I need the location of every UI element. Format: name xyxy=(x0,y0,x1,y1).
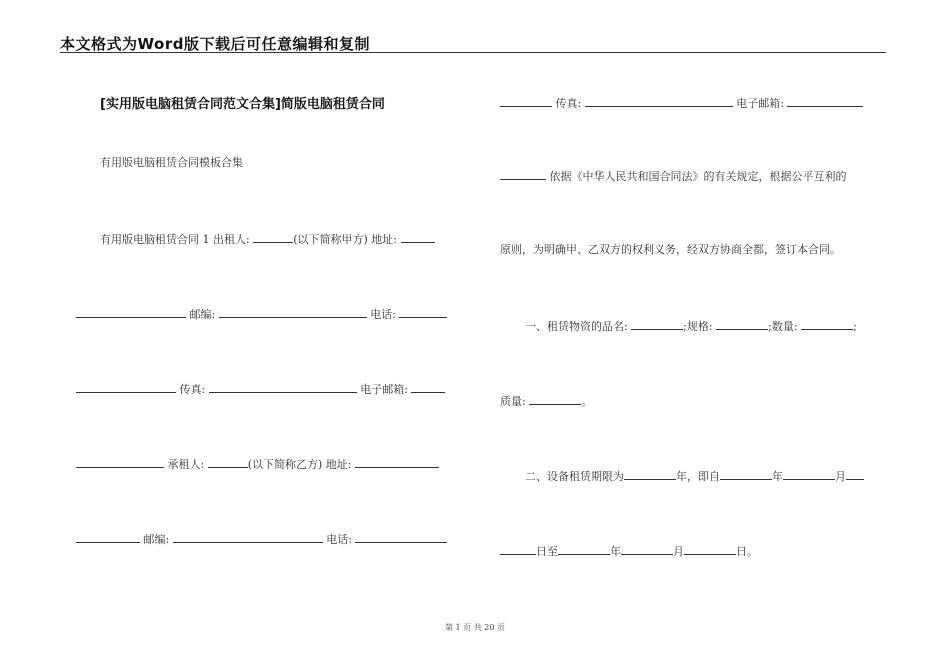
legal-basis-text: 依据《中华人民共和国合同法》的有关规定，根据公平互利的 xyxy=(549,170,847,183)
fax-label: 传真: xyxy=(179,383,206,396)
subtitle: 有用版电脑租赁合同模板合集 xyxy=(100,156,243,169)
blank xyxy=(76,381,176,393)
postcode-blank xyxy=(173,531,323,543)
header-rule xyxy=(60,52,886,53)
postcode-blank xyxy=(219,306,367,318)
lessee-label: 承租人: xyxy=(167,458,205,471)
semicolon: ; xyxy=(853,320,857,333)
lessee-line xyxy=(76,456,439,472)
phone-label: 电话: xyxy=(370,308,396,321)
blank xyxy=(76,456,164,468)
party-b-abbrev: (以下简称乙方) 地址: xyxy=(247,458,352,471)
start-day-blank xyxy=(846,468,864,480)
blank xyxy=(76,306,186,318)
end-day-blank xyxy=(684,543,736,555)
quality-line xyxy=(500,393,592,409)
day-end-label: 日。 xyxy=(736,545,758,558)
spec-blank xyxy=(716,318,768,330)
lessee-blank xyxy=(208,456,248,468)
lessee-contact-line xyxy=(76,531,447,547)
email-label: 电子邮箱: xyxy=(360,383,408,396)
document-title: [实用版电脑租赁合同范文合集]简版电脑租赁合同 xyxy=(100,97,385,112)
postcode-label: 邮编: xyxy=(143,533,170,546)
quantity-label: ;数量: xyxy=(768,320,798,333)
to-label: 日至 xyxy=(536,545,558,558)
email-label: 电子邮箱: xyxy=(736,97,784,110)
lessee-address-blank xyxy=(355,456,439,468)
quality-blank xyxy=(529,393,581,405)
email-blank xyxy=(411,381,445,393)
lessor-blank xyxy=(253,231,293,243)
legal-basis-line xyxy=(500,168,847,184)
lease-term-line xyxy=(525,468,864,484)
term-label: 二、设备租赁期限为 xyxy=(525,470,624,483)
month-label: 月 xyxy=(673,545,684,558)
lessor-contact-line xyxy=(76,306,447,322)
start-year-blank xyxy=(720,468,772,480)
fax-blank xyxy=(209,381,357,393)
lessor-fax-line xyxy=(76,381,445,397)
spec-label: ;规格: xyxy=(683,320,713,333)
item-clause-line xyxy=(525,318,857,334)
blank xyxy=(500,95,552,107)
principle-line: 原则，为明确甲、乙双方的权利义务，经双方协商全都，签订本合同。 xyxy=(500,243,841,256)
lessor-label: 有用版电脑租赁合同 1 出租人: xyxy=(100,233,250,246)
year-label: 年 xyxy=(772,470,783,483)
fax-label: 传真: xyxy=(555,97,582,110)
phone-blank xyxy=(399,306,447,318)
from-label: 年，即自 xyxy=(676,470,720,483)
end-month-blank xyxy=(621,543,673,555)
quantity-blank xyxy=(801,318,853,330)
phone-label: 电话: xyxy=(326,533,352,546)
end-year-blank xyxy=(558,543,610,555)
years-blank xyxy=(624,468,676,480)
lessor-address-blank xyxy=(401,231,435,243)
postcode-label: 邮编: xyxy=(189,308,216,321)
lease-end-line xyxy=(500,543,758,559)
blank xyxy=(76,531,140,543)
lessee-fax-line xyxy=(500,95,863,111)
year-label: 年 xyxy=(610,545,621,558)
page-number: 第 1 页 共 20 页 xyxy=(445,623,505,632)
party-a-abbrev: (以下简称甲方) 地址: xyxy=(293,233,397,246)
quality-label: 质量: xyxy=(500,395,526,408)
fax-blank xyxy=(585,95,733,107)
period: 。 xyxy=(581,395,593,408)
phone-blank xyxy=(355,531,447,543)
blank xyxy=(500,168,546,180)
email-blank xyxy=(787,95,863,107)
month-label: 月 xyxy=(835,470,846,483)
day-blank xyxy=(500,543,536,555)
lessor-line xyxy=(100,231,435,247)
download-banner: 本文格式为Word版下载后可任意编辑和复制 xyxy=(60,35,370,53)
item-name-blank xyxy=(631,318,683,330)
item-name-label: 一、租赁物资的品名: xyxy=(525,320,628,333)
start-month-blank xyxy=(783,468,835,480)
